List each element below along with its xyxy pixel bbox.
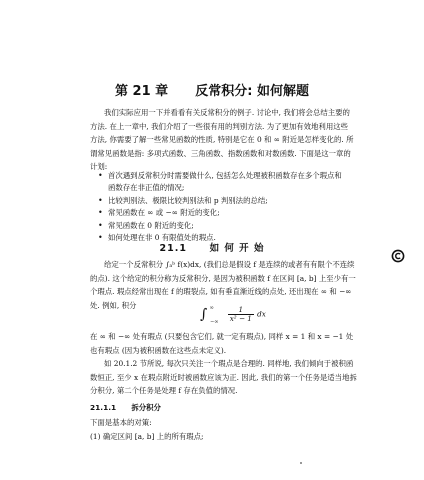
integral-differential: dx: [257, 309, 266, 319]
chapter-name: 反常积分: 如何解题: [195, 84, 309, 99]
body-line: 分积分, 第二个任务是处理 f 存在负值的情况.: [90, 386, 238, 396]
plan-item: [96, 170, 342, 195]
integrand-numerator: 1: [228, 306, 254, 315]
body-line: 给定一个反常积分 ∫ₐᵇ f(x)dx, (我们总是假设 f 是连续的或者有有限个不连续: [104, 260, 355, 269]
plan-item: [96, 195, 336, 207]
plan-item-text: 常见函数在 ∞ 或 −∞ 附近的变化;: [108, 208, 220, 218]
plan-item-text: 如何处理在非 0 有限值处的瑕点.: [108, 233, 216, 243]
plan-list: [96, 170, 342, 244]
plan-item-text-cont: 函数存在非正值的情况;: [108, 183, 185, 193]
subsection-number: 21.1.1: [90, 403, 117, 412]
plan-item-text: 常见函数在 0 附近的变化;: [108, 220, 194, 230]
intro-line: 计划:: [90, 162, 108, 172]
body-line: 也有瑕点 (因为被积函数在这些点未定义).: [90, 345, 227, 355]
subsection-heading: [90, 402, 161, 413]
intro-paragraph: [90, 106, 354, 174]
plan-item: [96, 207, 336, 219]
body-line: 如 20.1.2 节所说, 每次只关注一个瑕点是合理的. 同样地, 我们倾向于被积函: [104, 359, 354, 369]
plan-item: [96, 220, 336, 232]
copyright-like-circle-icon: [391, 248, 405, 262]
plan-item-text: 首次遇到反常积分时需要做什么, 包括怎么处理被积函数存在多个瑕点和: [108, 171, 342, 180]
section-heading: [0, 240, 424, 254]
body-line: 处. 例如, 积分: [90, 300, 137, 310]
integral-formula: [200, 306, 266, 323]
integrand-denominator: x² − 1: [229, 314, 252, 323]
tail-paragraph: [90, 416, 340, 443]
body-line: 的点). 这个给定的积分称为反常积分, 是因为被积函数 f 在区间 [a, b] 上至少有一: [90, 273, 356, 283]
body-line: 在 ∞ 和 −∞ 处有瑕点 (只要包含它们, 就一定有瑕点), 同样 x = 1 和 x = −1 处: [90, 332, 354, 341]
integrand-fraction: [228, 306, 254, 323]
integral-lower-limit: −∞: [210, 318, 219, 325]
section-paragraph-1: [90, 258, 356, 312]
body-line: 下面是基本的对策:: [90, 418, 152, 427]
section-number: 21.1: [159, 243, 187, 254]
integral-upper-limit: ∞: [209, 304, 214, 311]
section-paragraph-2: [90, 330, 357, 398]
body-line: 数恒正, 至少 x 在瑕点附近时被函数应该为正. 因此, 我们的第一个任务是适当地拆: [90, 372, 357, 382]
section-name: 如 何 开 始: [209, 243, 265, 254]
intro-line: 谓常见函数是指: 多项式函数、三角函数、指数函数和对数函数. 下面是这一章的: [90, 148, 351, 158]
subsection-name: 拆分积分: [131, 403, 161, 412]
chapter-number: 第 21 章: [115, 84, 169, 99]
body-line: (1) 确定区间 [a, b] 上的所有瑕点;: [90, 431, 204, 441]
chapter-title: [0, 80, 424, 99]
body-line: 个瑕点. 瑕点经常出现在 f 的瑕裂点, 如有垂直渐近线的点处, 还出现在 ∞ 和 −∞: [90, 287, 352, 297]
integral-sign: ∫: [200, 306, 208, 323]
intro-line: 方法, 你需要了解一些常见函数的性质, 特别是它在 0 和 ∞ 附近是怎样变化的. 所: [90, 135, 354, 145]
intro-line: 我们实际应用一下并看看有关反常积分的例子. 讨论中, 我们将会总结主要的: [104, 108, 350, 117]
scan-speck: [300, 462, 302, 464]
intro-line: 方法. 在上一章中, 我们介绍了一些很有用的判别方法. 为了更加有效地利用这些: [90, 121, 348, 131]
plan-item-text: 比较判别法、极限比较判别法和 p 判别法的总结;: [108, 195, 268, 205]
